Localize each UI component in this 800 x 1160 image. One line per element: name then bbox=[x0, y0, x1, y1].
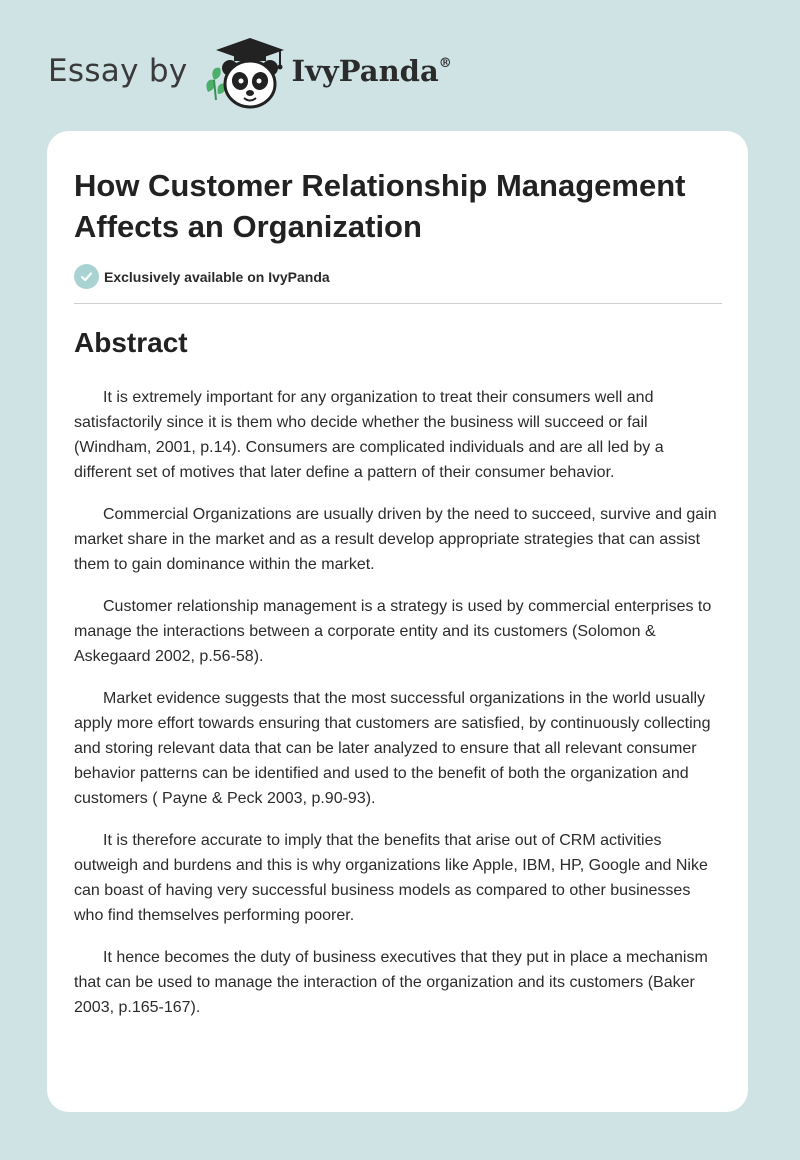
divider bbox=[74, 303, 722, 304]
paragraph: Market evidence suggests that the most successful organizations in the world usually apply more effort towards ensuring that customers are satisfied, by continuously collecting and storing relevant data that can be later analyzed to ensure that all relevant consumer behavior patterns can be identified and used to the benefit of both the organization and customers ( Payne & Peck 2003, p.90-93). bbox=[74, 690, 711, 807]
paragraph: It is therefore accurate to imply that the benefits that arise out of CRM activities outweigh and burdens and this is why organizations like Apple, IBM, HP, Google and Nike can boast of having very successful business models as compared to other businesses who find themselves performing poorer. bbox=[74, 832, 708, 924]
site-logo[interactable] bbox=[48, 36, 452, 112]
section-heading: Abstract bbox=[74, 327, 188, 358]
essay-body bbox=[74, 385, 724, 1037]
paragraph: Customer relationship management is a strategy is used by commercial enterprises to manage the interactions between a corporate entity and its customers (Solomon & Askegaard 2002, p.56-58). bbox=[74, 598, 712, 665]
leaf-icon bbox=[206, 68, 226, 100]
exclusive-badge bbox=[74, 264, 330, 289]
check-icon bbox=[74, 264, 99, 289]
page-title: How Customer Relationship Management Affects an Organization bbox=[74, 168, 686, 244]
paragraph: It hence becomes the duty of business executives that they put in place a mechanism that can be used to manage the interaction of the organization and its customers (Baker 2003, p.165-167). bbox=[74, 949, 708, 1016]
logo-brand-name: IvyPanda® bbox=[291, 54, 452, 88]
paragraph: It is extremely important for any organization to treat their consumers well and satisfactorily since it is them who decide whether the business will succeed or fail (Windham, 2001, p.14). Consumers are complicated individuals and are all led by a different set of motives that later define a pattern of their consumer behavior. bbox=[74, 389, 664, 481]
essay-card bbox=[47, 131, 748, 1112]
panda-graduate-icon bbox=[200, 36, 290, 112]
logo-prefix: Essay by bbox=[48, 53, 188, 89]
registered-mark: ® bbox=[438, 56, 452, 71]
paragraph: Commercial Organizations are usually driven by the need to succeed, survive and gain market share in the market and as a result develop appropriate strategies that can assist them to gain dominance within the market. bbox=[74, 506, 717, 573]
badge-label: Exclusively available on IvyPanda bbox=[104, 268, 330, 285]
